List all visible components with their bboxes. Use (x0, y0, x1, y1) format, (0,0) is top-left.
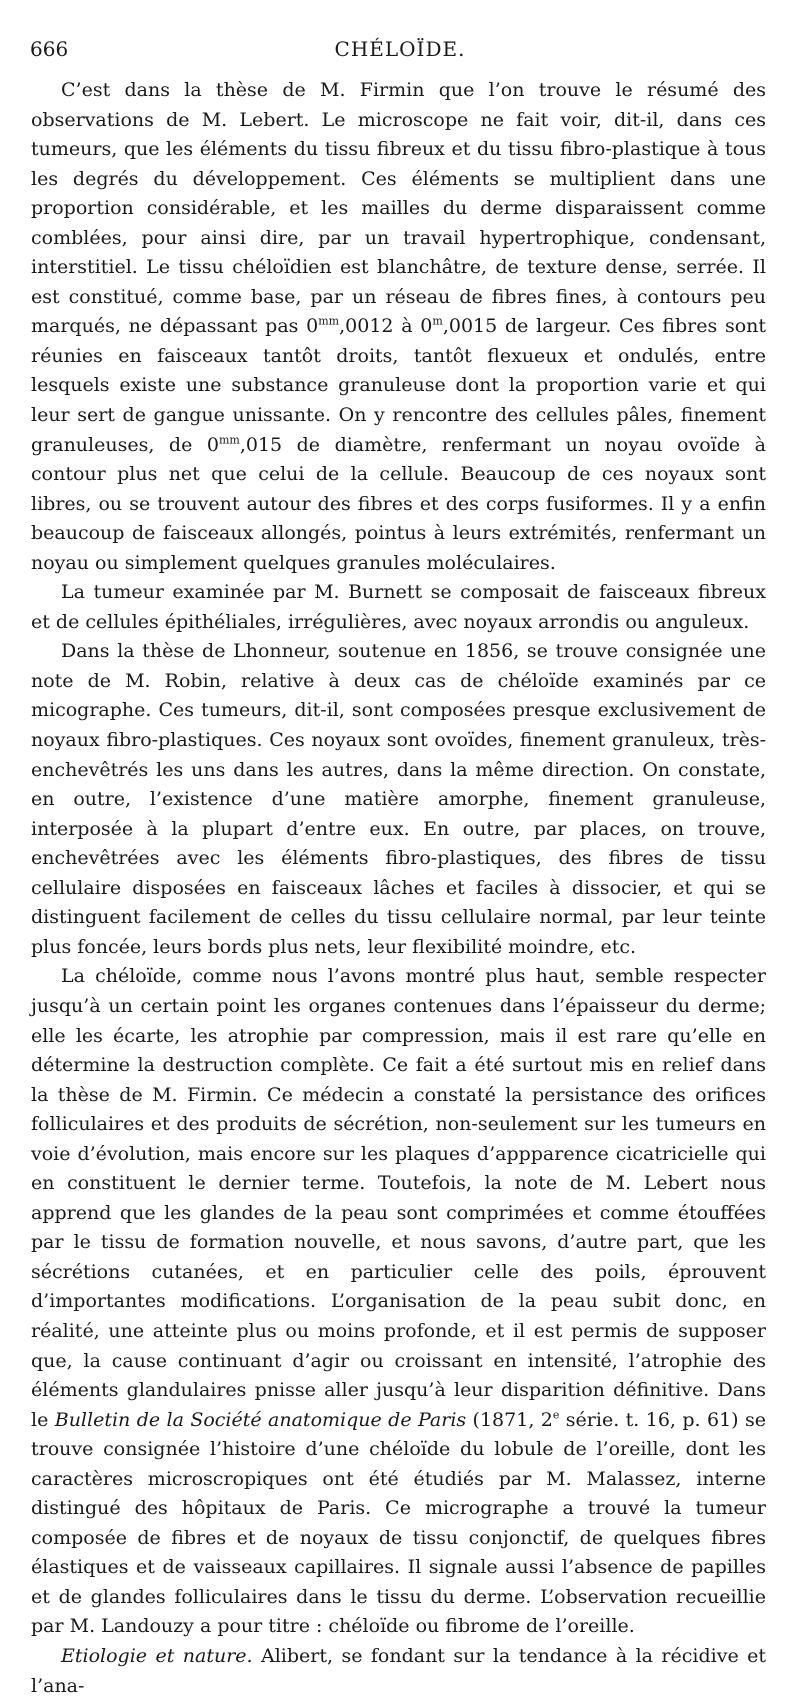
paragraph-text: (1871, 2 (466, 1408, 553, 1431)
paragraph-text: ,0012 à 0 (339, 315, 433, 338)
page-header (30, 34, 770, 64)
paragraph-cheloide-organs (31, 962, 766, 1642)
unit-superscript: m (432, 315, 443, 329)
paragraph-burnett: La tumeur examinée par M. Burnett se composait de faisceaux fibreux et de cellules épithéliales, irrégulières, avec noyaux arrondis ou anguleux. (31, 581, 766, 633)
series-superscript: e (552, 1408, 560, 1422)
bulletin-title: Bulletin de la Société anatomique de Paris (54, 1408, 467, 1431)
unit-superscript: mm (318, 315, 340, 329)
running-title: CHÉLOÏDE. (334, 37, 466, 61)
paragraph-text: La chéloïde, comme nous l’avons montré plus haut, semble respecter jusqu’à un certain point les organes contenues dans l’épaisseur du derme; elle les écarte, les atrophie par compression, mais il est rare qu’elle en détermine la destruction complète. Ce fait a été surtout mis en relief dans la thèse de M. Firmin. Ce médecin a constaté la persistance des orifices folliculaires et des produits de sécrétion, non-seulement sur les tumeurs en voie d’évolution, mais encore sur les plaques d’appparence cicatricielle qui en constituent le dernier terme. Toutefois, la note de M. Lebert nous apprend que les glandes de la peau sont comprimées et comme étouffées par le tissu de formation nouvelle, et nous savons, d’autre part, que les sécrétions cutanées, et en particulier celle des poils, éprouvent d’importantes modifications. L’organisation de la peau subit donc, en réalité, une atteinte plus ou moins profonde, et il est permis de supposer que, la cause continuant d’agir ou croissant en intensité, l’atrophie des éléments glandulaires pnisse aller jusqu’à leur disparition définitive. Dans le (31, 965, 766, 1431)
paragraph-lhonneur-thesis: Dans la thèse de Lhonneur, soutenue en 1856, se trouve consignée une note de M. Robin, relative à deux cas de chéloïde examinés par ce micographe. Ces tumeurs, dit-il, sont composées presque exclusivement de noyaux fibro-plastiques. Ces noyaux sont ovoïdes, finement granuleux, très-enchevêtrés les uns dans les autres, dans la même direction. On constate, en outre, l’existence d’une matière amorphe, finement granuleuse, interposée à la plupart d’entre eux. En outre, par places, on trouve, enchevêtrées avec les éléments fibro-plastiques, des fibres de tissu cellulaire disposées en faisceaux lâches et faciles à dissocier, et qui se distinguent facilement de celles du tissu cellulaire normal, par leur teinte plus foncée, leurs bords plus nets, leur flexibilité moindre, etc. (31, 640, 766, 958)
section-heading-etiologie: Etiologie et nature. (61, 1644, 253, 1667)
paragraph-text: ,0015 de largeur. Ces fibres sont réunies en faisceaux tantôt droits, tantôt flexueux et ondulés, entre lesquels existe une substance granuleuse dont la proportion varie et qui leur sert de gangue unissante. On y rencontre des cellules pâles, finement granuleuses, de 0 (31, 315, 767, 456)
paragraph-text: ,015 de diamètre, renfermant un noyau ovoïde à contour plus net que celui de la cellule. Beaucoup de ces noyaux sont libres, ou se trouvent autour des fibres et des corps fusiformes. Il y a enfin beaucoup de faisceaux allongés, pointus à leurs extrémités, renfermant un noyau ou simplement quelques granules moléculaires. (31, 433, 767, 574)
paragraph-lebert-observations (31, 76, 766, 578)
paragraph-text: série. t. 16, p. 61) se trouve consignée l’histoire d’une chéloïde du lobule de l’oreille, dont les caractères microscropiques ont été étudiés par M. Malassez, interne distingué des hôpitaux de Paris. Ce micrographe a trouvé la tumeur composée de fibres et de noyaux de tissu conjonctif, de quelques fibres élastiques et de vaisseaux capillaires. Il signale aussi l’absence de papilles et de glandes folliculaires dans le tissu du derme. L’observation recueillie par M. Landouzy a pour titre : chéloïde ou fibrome de l’oreille. (31, 1408, 766, 1638)
page-number: 666 (30, 37, 69, 61)
body-text (31, 76, 766, 1701)
paragraph-text: Alibert, se fondant sur la tendance à la récidive et l’ana- (31, 1644, 767, 1697)
paragraph-text: C’est dans la thèse de M. Firmin que l’on trouve le résumé des observations de M. Lebert. Le microscope ne fait voir, dit-il, dans ces tumeurs, que les éléments du tissu fibreux et du tissu fibro-plastique à tous les degrés du développement. Ces éléments se multiplient dans une proportion considérable, et les mailles du derme disparaissent comme comblées, pour ainsi dire, par un travail hypertrophique, condensant, interstitiel. Le tissu chéloïdien est blanchâtre, de texture dense, serrée. Il est constitué, comme base, par un réseau de fibres fines, à contours peu marqués, ne dépassant pas 0 (31, 79, 766, 338)
unit-superscript: mm (218, 433, 240, 447)
paragraph-etiologie (31, 1642, 766, 1701)
